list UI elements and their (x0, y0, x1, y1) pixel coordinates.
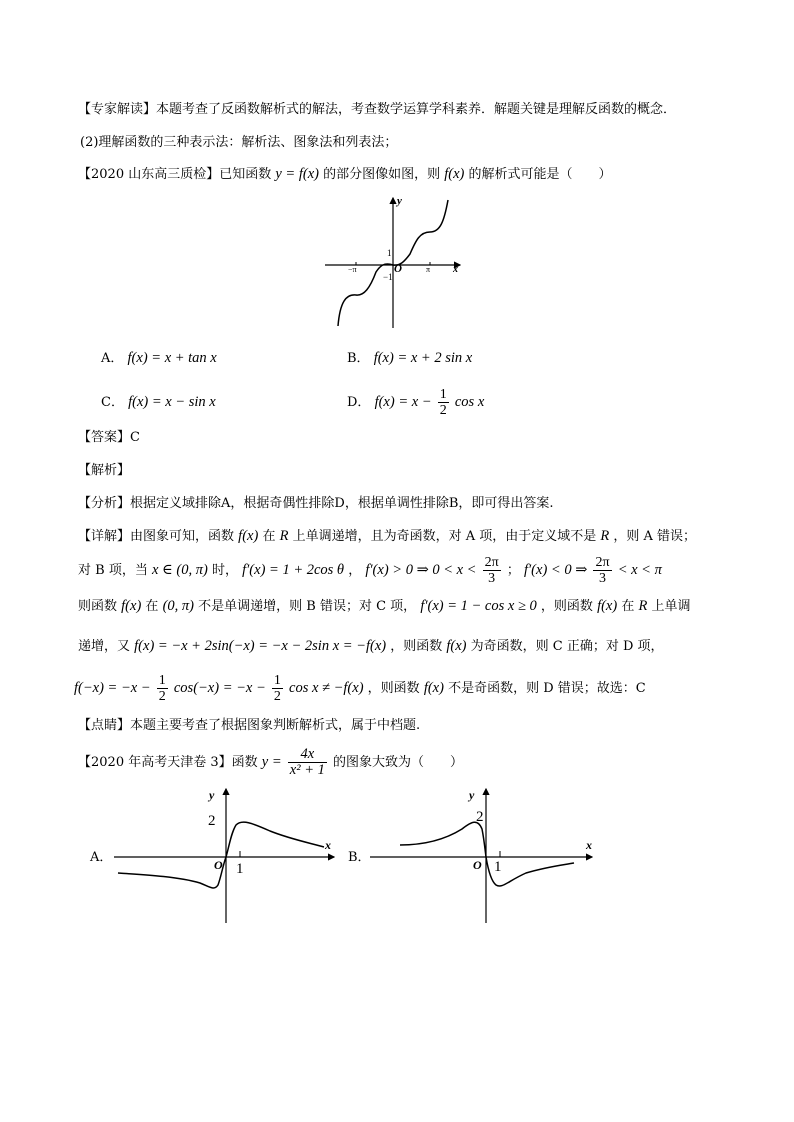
graph-b-y-label: y (469, 788, 475, 802)
detail-l2-frac-2-den: 3 (599, 571, 607, 586)
detail-line-5 (74, 669, 646, 708)
detail-line-1 (78, 526, 696, 547)
tick-neg1-label: −1 (383, 272, 393, 282)
option-b-label: B． (347, 351, 370, 366)
option-d-label: D． (347, 395, 371, 410)
detail-l5-e1: f(−x) = −x − (74, 680, 151, 696)
origin-label: O (394, 263, 402, 275)
expert-reading-paragraph (78, 100, 676, 120)
detail-l4-e: f(x) = −x + 2sin(−x) = −x − 2sin x = −f(x) (134, 638, 387, 654)
option-c-expr: f(x) = x − sin x (128, 394, 216, 410)
y-axis-label: y (397, 195, 402, 207)
tick-neg-pi-label: −π (348, 265, 357, 274)
detail-l3-int: (0, π) (162, 598, 194, 614)
question-1-mid: 的部分图像如图，则 (323, 167, 441, 182)
detail-l2-frac-1-den: 3 (488, 571, 496, 586)
detail-l1-d: ，则 A 错误； (613, 529, 697, 544)
graph-b-curve (400, 822, 574, 886)
question-2-stem (78, 743, 463, 782)
question-1-source-tag: 【2020 山东高三质检】 (78, 167, 220, 182)
detail-l2-e2: f′(x) > 0 ⇒ 0 < x < (365, 562, 477, 578)
detail-l2-frac-2-num: 2π (595, 555, 610, 570)
analysis-tag: 【解析】 (78, 463, 131, 478)
detail-l2-frac-1 (483, 555, 501, 586)
detail-l5-e2: cos(−x) = −x − (173, 680, 266, 696)
detail-l1-c: 上单调递增，且为奇函数，对 A 项，由于定义域不是 (292, 529, 597, 544)
graph-b-label: B． (348, 850, 371, 865)
fenxi-line (78, 494, 554, 514)
answer-tag: 【答案】 (78, 430, 131, 445)
tick-1-label: 1 (387, 248, 392, 258)
detail-line-3 (78, 596, 691, 617)
question-2-source-tag: 【2020 年高考天津卷 3】 (78, 755, 232, 770)
option-c-label: C． (101, 395, 124, 410)
detail-l1-R: R (279, 528, 289, 544)
question-1-fx: f(x) (444, 166, 465, 182)
detail-l3-d: ，则函数 (540, 599, 593, 614)
detail-l5-b: 不是奇函数，则 D 错误；故选：C (448, 681, 646, 696)
graph-b-tick-2: 2 (476, 809, 484, 825)
graph-b-tick-1: 1 (494, 859, 502, 875)
dianjing-tag: 【点睛】 (78, 718, 131, 733)
detail-line-2 (78, 553, 662, 588)
detail-l2-e3: f′(x) < 0 ⇒ (523, 562, 588, 578)
option-a-label: A． (101, 351, 124, 366)
detail-l5-frac-2-num: 1 (273, 673, 281, 688)
expert-reading-tag: 【专家解读】 (78, 102, 157, 117)
option-a (101, 348, 217, 369)
graph-a-curve (118, 822, 324, 888)
question-2-y: y = (261, 754, 282, 770)
detail-l3-a: 则函数 (78, 599, 118, 614)
detail-line-4 (78, 636, 664, 657)
graph-b-x-label: x (586, 838, 592, 852)
option-b-expr: f(x) = x + 2 sin x (373, 350, 473, 366)
graph-a-origin: O (214, 858, 223, 872)
fenxi-text: 根据定义域排除A，根据奇偶性排除D，根据单调性排除B，即可得出答案. (130, 496, 554, 511)
graph-a-label: A． (90, 850, 113, 865)
detail-l2-x: x ∈ (0, π) (151, 562, 208, 578)
option-d-num: 1 (439, 387, 447, 402)
detail-l3-e: f′(x) = 1 − cos x ≥ 0 (420, 598, 537, 614)
fenxi-tag: 【分析】 (78, 496, 131, 511)
detail-l5-frac-2-den: 2 (273, 689, 281, 704)
option-d-fraction (438, 387, 449, 418)
detail-l5-fx: f(x) (423, 680, 444, 696)
detail-l3-f: 上单调 (651, 599, 691, 614)
question-1-func: y = f(x) (275, 166, 319, 182)
graph-a (110, 785, 340, 925)
question-1-stem (78, 164, 612, 185)
detail-tag: 【详解】 (78, 529, 131, 544)
detail-l1-a: 由图象可知，函数 (130, 529, 235, 544)
question-2-pre: 函数 (231, 755, 258, 770)
detail-l2-frac-1-num: 2π (484, 555, 499, 570)
detail-l5-frac-2 (272, 673, 283, 704)
detail-l3-c: 不是单调递增，则 B 错误；对 C 项， (198, 599, 417, 614)
detail-l2-a: 对 B 项，当 (78, 563, 148, 578)
detail-l1-R2: R (600, 528, 610, 544)
answer-line (78, 428, 140, 448)
three-representations-text: (2)理解函数的三种表示法：解析法、图象法和列表法； (80, 135, 398, 150)
option-c (101, 392, 216, 413)
option-d (347, 384, 484, 421)
detail-l5-frac-1-den: 2 (158, 689, 166, 704)
question-2-den: x² + 1 (289, 762, 325, 778)
detail-l2-b: 时， (211, 563, 238, 578)
detail-l5-frac-1 (157, 673, 168, 704)
dianjing-text: 本题主要考查了根据图象判断解析式，属于中档题. (130, 718, 421, 733)
detail-l4-fx: f(x) (446, 638, 467, 654)
detail-l3-fx2: f(x) (597, 598, 618, 614)
option-a-expr: f(x) = x + tan x (127, 350, 217, 366)
tick-pi-label: π (426, 265, 431, 274)
graph-a-tick-2: 2 (208, 813, 216, 829)
detail-l3-R: R (638, 598, 648, 614)
question-2-fraction (288, 747, 327, 778)
dianjing-line (78, 716, 420, 736)
question-1-graph (320, 192, 468, 332)
detail-l2-e1: f′(x) = 1 + 2cos θ (242, 562, 345, 578)
graph-b (366, 785, 598, 925)
detail-l3-b: 在 (145, 599, 159, 614)
detail-l2-e4: < x < π (617, 562, 662, 578)
option-d-tail: cos x (454, 394, 485, 410)
detail-l5-a: ，则函数 (367, 681, 420, 696)
detail-l2-frac-2 (593, 555, 611, 586)
graph-a-y-label: y (209, 788, 215, 802)
detail-l2-c: ， (348, 563, 362, 578)
question-2-num: 4x (288, 747, 327, 763)
option-d-den: 2 (439, 403, 447, 418)
detail-l3-fx: f(x) (121, 598, 142, 614)
option-d-expr: f(x) = x − (374, 394, 432, 410)
question-2-post: 的图象大致为（ ） (333, 755, 464, 770)
question-1-pre: 已知函数 (219, 167, 272, 182)
three-representations-paragraph (80, 133, 397, 153)
detail-l1-fx: f(x) (238, 528, 259, 544)
expert-reading-text: 本题考查了反函数解析式的解法，考查数学运算学科素养．解题关键是理解反函数的概念． (156, 102, 677, 117)
detail-l1-b: 在 (262, 529, 276, 544)
detail-l4-c: 为奇函数，则 C 正确；对 D 项， (470, 639, 664, 654)
question-1-post: 的解析式可能是（ ） (468, 167, 612, 182)
answer-value: C (130, 430, 140, 445)
detail-l2-d: ； (506, 563, 520, 578)
graph-a-x-label: x (325, 838, 331, 852)
detail-l4-b: ，则函数 (390, 639, 443, 654)
detail-l5-frac-1-num: 1 (158, 673, 166, 688)
graph-a-tick-1: 1 (236, 861, 244, 877)
analysis-header (78, 461, 130, 481)
detail-l5-e3: cos x ≠ −f(x) (289, 680, 364, 696)
detail-l3-e2: 在 (621, 599, 635, 614)
graph-b-origin: O (473, 858, 482, 872)
detail-l4-a: 递增，又 (78, 639, 131, 654)
option-b (347, 348, 472, 369)
x-axis-label: x (453, 264, 458, 275)
